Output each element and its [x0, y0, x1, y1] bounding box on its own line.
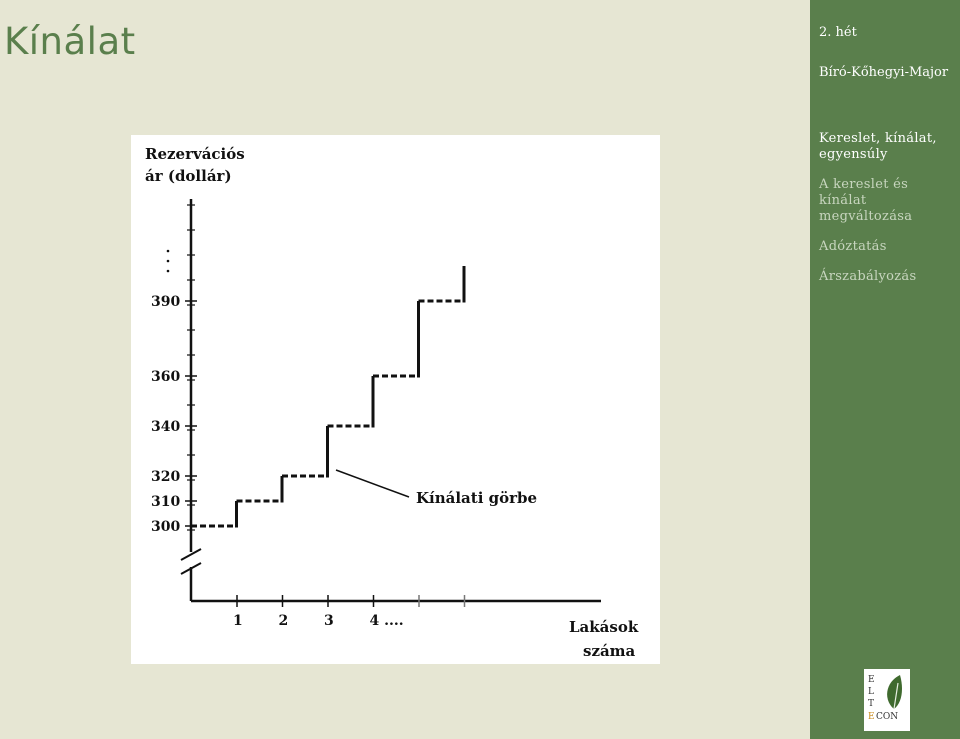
y-tick-label-320: 320	[151, 469, 181, 485]
logo-letters-con: CON	[876, 712, 899, 722]
logo-letter-t: T	[868, 699, 875, 709]
x-tick-label-4: 4 ....	[369, 613, 404, 629]
logo-letter-l: L	[868, 687, 874, 697]
annotation-label: Kínálati görbe	[416, 489, 538, 507]
sidebar-nav	[819, 131, 957, 299]
x-axis-title-line1: Lakások	[569, 618, 639, 636]
y-ellipsis-dot-0	[167, 250, 170, 253]
supply-chart-figure	[131, 135, 660, 664]
sidebar	[810, 0, 960, 739]
y-axis-title-line2: ár (dollár)	[145, 167, 232, 185]
y-tick-label-300: 300	[151, 519, 181, 535]
annotation-pointer	[336, 470, 409, 497]
supply-curve-chart	[131, 135, 660, 664]
x-axis-title	[569, 618, 639, 660]
leaf-icon	[864, 669, 910, 731]
y-tick-label-360: 360	[151, 369, 181, 385]
sidebar-week: 2. hét	[819, 25, 857, 40]
logo-letter-e2: E	[868, 712, 875, 722]
axes	[167, 199, 601, 601]
y-axis-title-line1: Rezervációs	[145, 145, 245, 163]
logo-letter-e: E	[868, 675, 875, 685]
x-tick-label-2: 2	[278, 613, 289, 629]
sidebar-item-valtozas[interactable]: A kereslet és kínálat megváltozása	[819, 177, 913, 224]
elte-econ-logo	[864, 669, 910, 731]
sidebar-item-adoztatas[interactable]: Adóztatás	[819, 239, 887, 254]
y-tick-label-340: 340	[151, 419, 181, 435]
x-tick-label-1: 1	[233, 613, 243, 629]
y-axis-title	[145, 145, 245, 185]
sidebar-item-kereslet-kinalat[interactable]: Kereslet, kínálat, egyensúly	[819, 131, 937, 162]
y-ellipsis-dot-2	[167, 270, 170, 273]
y-tick-label-390: 390	[151, 294, 181, 310]
x-axis-title-line2: száma	[583, 642, 636, 660]
annotation	[336, 470, 537, 507]
page-title: Kínálat	[4, 20, 136, 63]
sidebar-authors: Bíró-Kőhegyi-Major	[819, 65, 949, 80]
x-tick-label-3: 3	[324, 613, 334, 629]
sidebar-item-arszabalyozas[interactable]: Árszabályozás	[819, 269, 917, 284]
y-ellipsis-dot-1	[167, 260, 170, 263]
y-tick-label-310: 310	[151, 494, 181, 510]
